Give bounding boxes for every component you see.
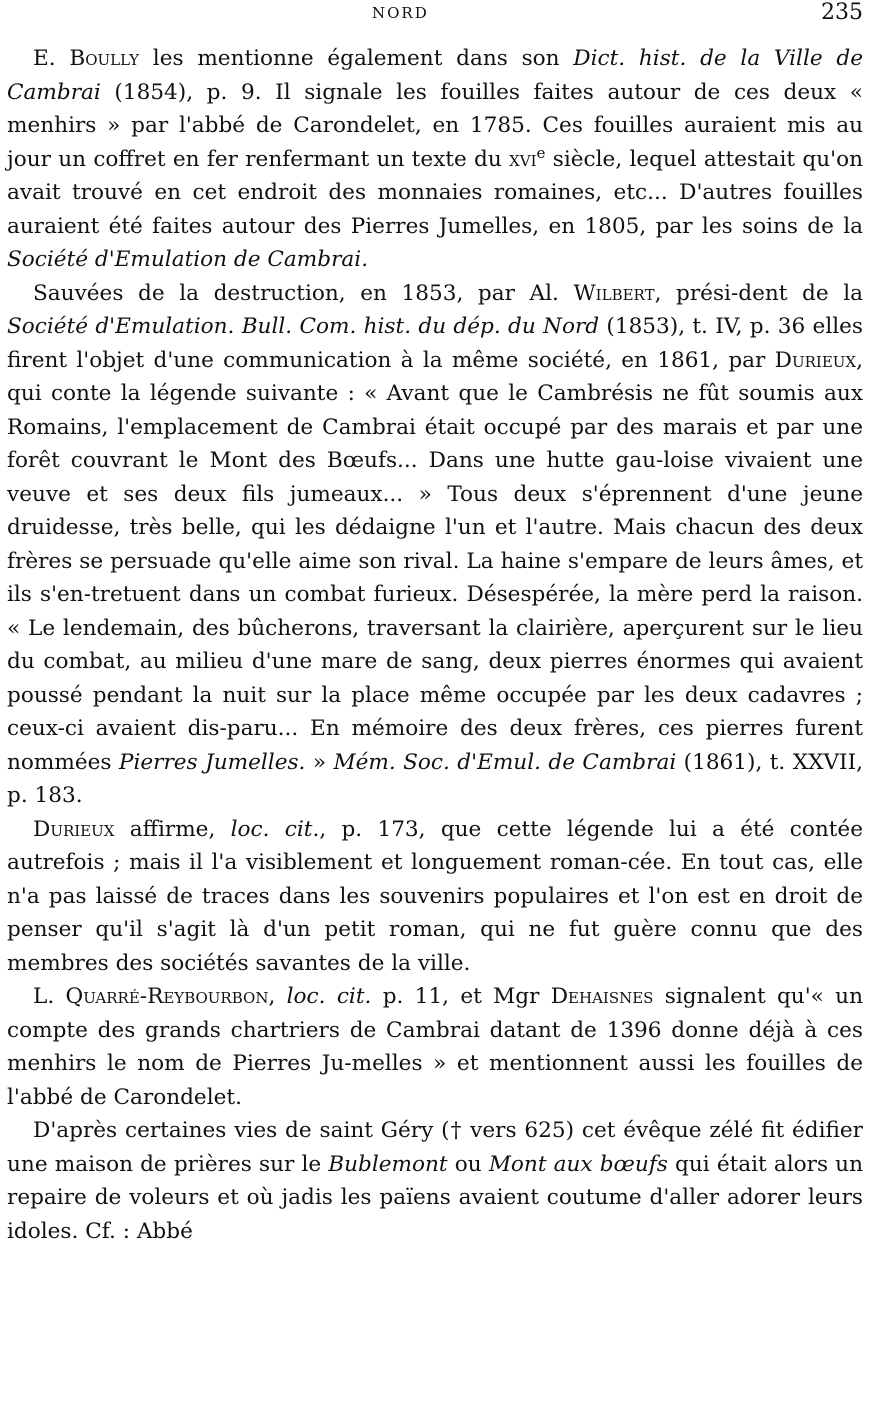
author-name: Durieux [774,347,857,373]
text-run: , qui conte la légende suivante : « Avant que le Cambrésis ne fût soumis aux Romains, l'emplacement de Cambrai était occupé par des marais et par une forêt couvrant le Mont des Bœufs... Dans une hutte gau-loise vivaient une veuve et ses deux fils jumeaux... » Tous deux s'éprennent d'une jeune druidesse, très belle, qui les dédaigne l'un et l'autre. Mais chacun des deux frères se persuade qu'elle aime son rival. La haine s'empare de leurs âmes, et ils s'en-tretuent dans un combat furieux. Désespérée, la mère perd la raison. « Le lendemain, des bûcherons, traversant la clairière, aperçurent sur le lieu du combat, au milieu d'une mare de sang, deux pierres énormes qui avaient poussé pendant la nuit sur la place même occupée par les deux cadavres ; ceux-ci avaient dis-paru... En mémoire des deux frères, ces pierres furent nommées [7,347,863,775]
place-name: Mont aux bœufs [488,1151,668,1177]
paragraph-1 [7,42,863,277]
century-numeral: xvi [509,146,537,172]
text-run: E. [33,46,70,71]
text-run: les mentionne également dans son [139,46,574,71]
text-run: qui était alors un repaire de voleurs et où jadis les païens avaient coutume d'aller adorer leurs idoles. Cf. : Abbé [7,1151,863,1244]
running-title: NORD [372,4,429,22]
text-run: , prési-dent de la [654,280,864,306]
text-run: D'après certaines vies de saint Géry († vers 625) cet évêque zélé fit édifier une maison de prières sur le [7,1118,863,1177]
paragraph-5 [7,1114,863,1248]
author-name: Durieux [33,816,115,842]
text-run: (1854), p. 9. Il signale les fouilles faites autour de ces deux « menhirs » par l'abbé de Carondelet, en 1785. Ces fouilles auraient mis au jour un coffret en fer renfermant un texte du [7,79,863,172]
text-run: signalent qu'« un compte des grands chartriers de Cambrai datant de 1396 donne déjà à ces menhirs le nom de Pierres Ju-melles » et mentionnent aussi les fouilles de l'abbé de Carondelet. [7,984,863,1110]
text-run: Sauvées de la destruction, en 1853, par Al. [33,280,574,306]
text-run: » [305,749,334,775]
author-name: Boully [69,46,140,71]
society-name: Société d'Emulation de Cambrai. [7,247,369,272]
paragraph-4 [7,980,863,1114]
author-name: Dehaisnes [550,984,654,1009]
citation: loc. cit. [286,984,372,1009]
source-title: Mém. Soc. d'Emul. de Cambrai [333,749,677,775]
century-superscript: e [536,143,546,162]
quoted-title: Pierres Jumelles. [118,749,306,775]
place-name: Bublemont [328,1151,448,1177]
text-run: affirme, [114,816,231,842]
citation: loc. cit. [230,816,320,842]
paragraph-3 [7,813,863,981]
text-run: ou [447,1151,489,1177]
author-name: Wilbert [573,280,655,306]
society-name: Société d'Emulation. Bull. Com. hist. du dép. du Nord [7,314,600,339]
text-run: p. 11, et Mgr [371,984,551,1009]
body-text [7,42,863,1248]
text-run: (1861), t. XXVII, p. 183. [7,749,863,808]
page-header [0,0,873,30]
author-name: Quarré-Reybourbon [65,984,269,1009]
page-number: 235 [821,0,863,25]
book-title: Dict. hist. de la Ville de Cambrai [7,46,863,105]
text-run: L. [33,984,66,1009]
text-run: siècle, lequel attestait qu'on avait trouvé en cet endroit des monnaies romaines, etc... D'autres fouilles auraient été faites autour des Pierres Jumelles, en 1805, par les soins de la [7,146,863,239]
paragraph-2 [7,277,863,813]
text-run: , p. 173, que cette légende lui a été contée autrefois ; mais il l'a visiblement et longuement roman-cée. En tout cas, elle n'a pas laissé de traces dans les souvenirs populaires et l'on est en droit de penser qu'il s'agit là d'un petit roman, qui ne fut guère connu que des membres des sociétés savantes de la ville. [7,816,863,976]
text-run: (1853), t. IV, p. 36 elles firent l'objet d'une communication à la même société, en 1861, par [7,314,863,373]
text-run: , [268,984,287,1009]
